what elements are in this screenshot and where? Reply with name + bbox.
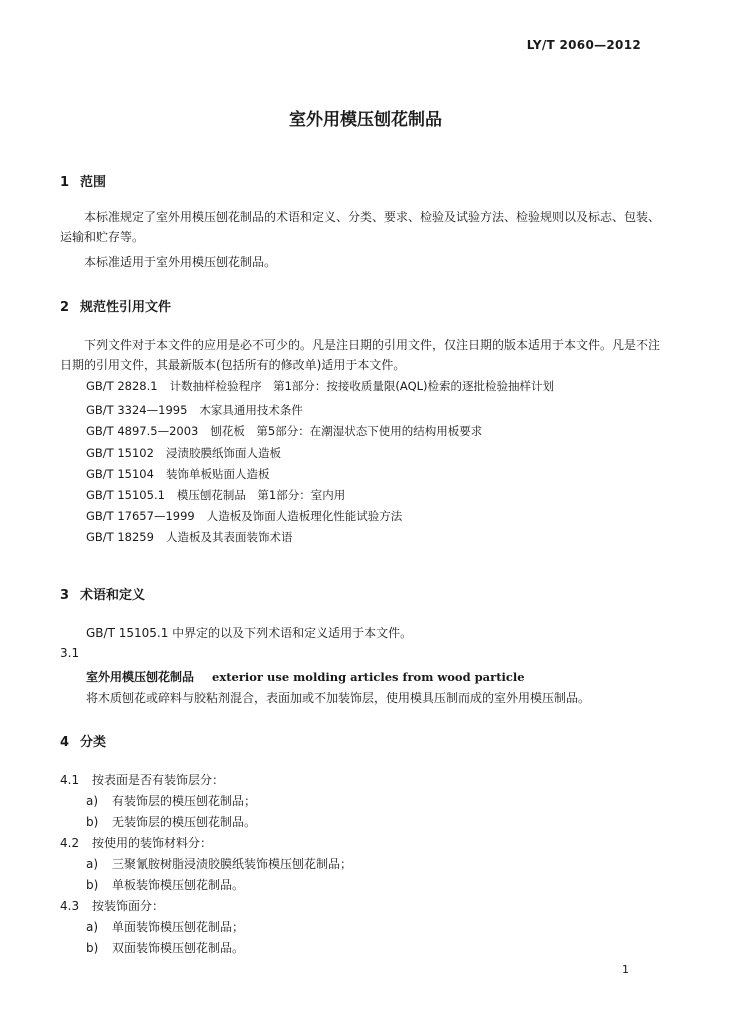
section-1-heading (60, 171, 106, 190)
reference-item (86, 508, 402, 524)
section-number: 1 (60, 175, 70, 190)
list-marker: b) (86, 878, 99, 892)
reference-item (86, 445, 281, 461)
reference-name: 人造板及饰面人造板理化性能试验方法 (206, 509, 403, 523)
standard-number: LY/T 2060—2012 (526, 38, 641, 52)
section-title: 术语和定义 (80, 588, 146, 603)
subclause-text: 按表面是否有装饰层分： (92, 773, 225, 787)
term-entry (86, 668, 525, 685)
reference-item (86, 466, 269, 482)
subclause-text: 按使用的装饰材料分： (92, 836, 213, 850)
reference-item (86, 378, 554, 394)
section-4-heading (60, 731, 106, 750)
reference-code: GB/T 2828.1 (86, 379, 158, 393)
list-item (86, 792, 256, 809)
reference-name: 浸渍胶膜纸饰面人造板 (165, 446, 281, 460)
reference-item (86, 529, 292, 545)
section-number: 2 (60, 300, 70, 315)
section-number: 3 (60, 588, 70, 603)
list-item (86, 813, 256, 830)
term-definition: 将木质刨花或碎料与胶粘剂混合，表面加或不加装饰层，使用模具压制而成的室外用模压制品。 (86, 691, 591, 705)
section-title: 范围 (80, 175, 107, 190)
list-item (86, 939, 244, 956)
reference-name: 装饰单板贴面人造板 (165, 467, 270, 481)
subclause-number: 4.3 (60, 899, 80, 913)
section-title: 规范性引用文件 (80, 300, 172, 315)
list-text: 有装饰层的模压刨花制品； (112, 794, 257, 808)
term-english: exterior use molding articles from wood particle (212, 670, 525, 684)
subclause (60, 771, 224, 788)
reference-item (86, 402, 303, 418)
reference-code: GB/T 3324—1995 (86, 403, 188, 417)
subclause (60, 897, 164, 914)
subclause-text: 按装饰面分： (92, 899, 165, 913)
list-text: 单面装饰模压刨花制品； (112, 920, 245, 934)
list-marker: a) (86, 794, 99, 808)
section-1-paragraph-2: 本标准适用于室外用模压刨花制品。 (84, 255, 277, 269)
section-title: 分类 (80, 735, 107, 750)
reference-name: 木家具通用技术条件 (199, 403, 303, 417)
section-2-intro: 下列文件对于本文件的应用是必不可少的。凡是注日期的引用文件，仅注日期的版本适用于本文件。凡是不注日期的引用文件，其最新版本(包括所有的修改单)适用于本文件。 (60, 338, 661, 372)
subclause (60, 834, 212, 851)
page-number: 1 (622, 963, 629, 976)
subclause-number: 3.1 (60, 646, 80, 660)
list-text: 无装饰层的模压刨花制品。 (112, 815, 257, 829)
list-item (86, 876, 244, 893)
subclause-number: 4.2 (60, 836, 80, 850)
list-marker: a) (86, 920, 99, 934)
reference-name: 计数抽样检验程序 第1部分：按接收质量限(AQL)检索的逐批检验抽样计划 (169, 379, 555, 393)
list-marker: b) (86, 941, 99, 955)
list-item (86, 855, 352, 872)
document-title: 室外用模压刨花制品 (289, 110, 442, 130)
reference-code: GB/T 15105.1 (86, 488, 165, 502)
section-3-heading (60, 584, 145, 603)
section-number: 4 (60, 735, 70, 750)
section-1-paragraph-1: 本标准规定了室外用模压刨花制品的术语和定义、分类、要求、检验及试验方法、检验规则以及标志、包装、运输和贮存等。 (60, 210, 661, 244)
list-item (86, 918, 244, 935)
reference-code: GB/T 15104 (86, 467, 154, 481)
section-3-intro: GB/T 15105.1 中界定的以及下列术语和定义适用于本文件。 (86, 626, 413, 640)
reference-name: 模压刨花制品 第1部分：室内用 (176, 488, 346, 502)
reference-code: GB/T 4897.5—2003 (86, 424, 199, 438)
reference-item (86, 423, 482, 439)
list-text: 双面装饰模压刨花制品。 (112, 941, 245, 955)
list-text: 单板装饰模压刨花制品。 (112, 878, 245, 892)
reference-name: 刨花板 第5部分：在潮湿状态下使用的结构用板要求 (210, 424, 483, 438)
reference-code: GB/T 17657—1999 (86, 509, 195, 523)
list-text: 三聚氰胺树脂浸渍胶膜纸装饰模压刨花制品； (112, 857, 353, 871)
list-marker: b) (86, 815, 99, 829)
reference-item (86, 487, 345, 503)
reference-code: GB/T 18259 (86, 530, 154, 544)
reference-code: GB/T 15102 (86, 446, 154, 460)
list-marker: a) (86, 857, 99, 871)
section-2-heading (60, 296, 171, 315)
subclause-number: 4.1 (60, 773, 80, 787)
reference-name: 人造板及其表面装饰术语 (165, 530, 293, 544)
term-chinese: 室外用模压刨花制品 (86, 670, 195, 684)
